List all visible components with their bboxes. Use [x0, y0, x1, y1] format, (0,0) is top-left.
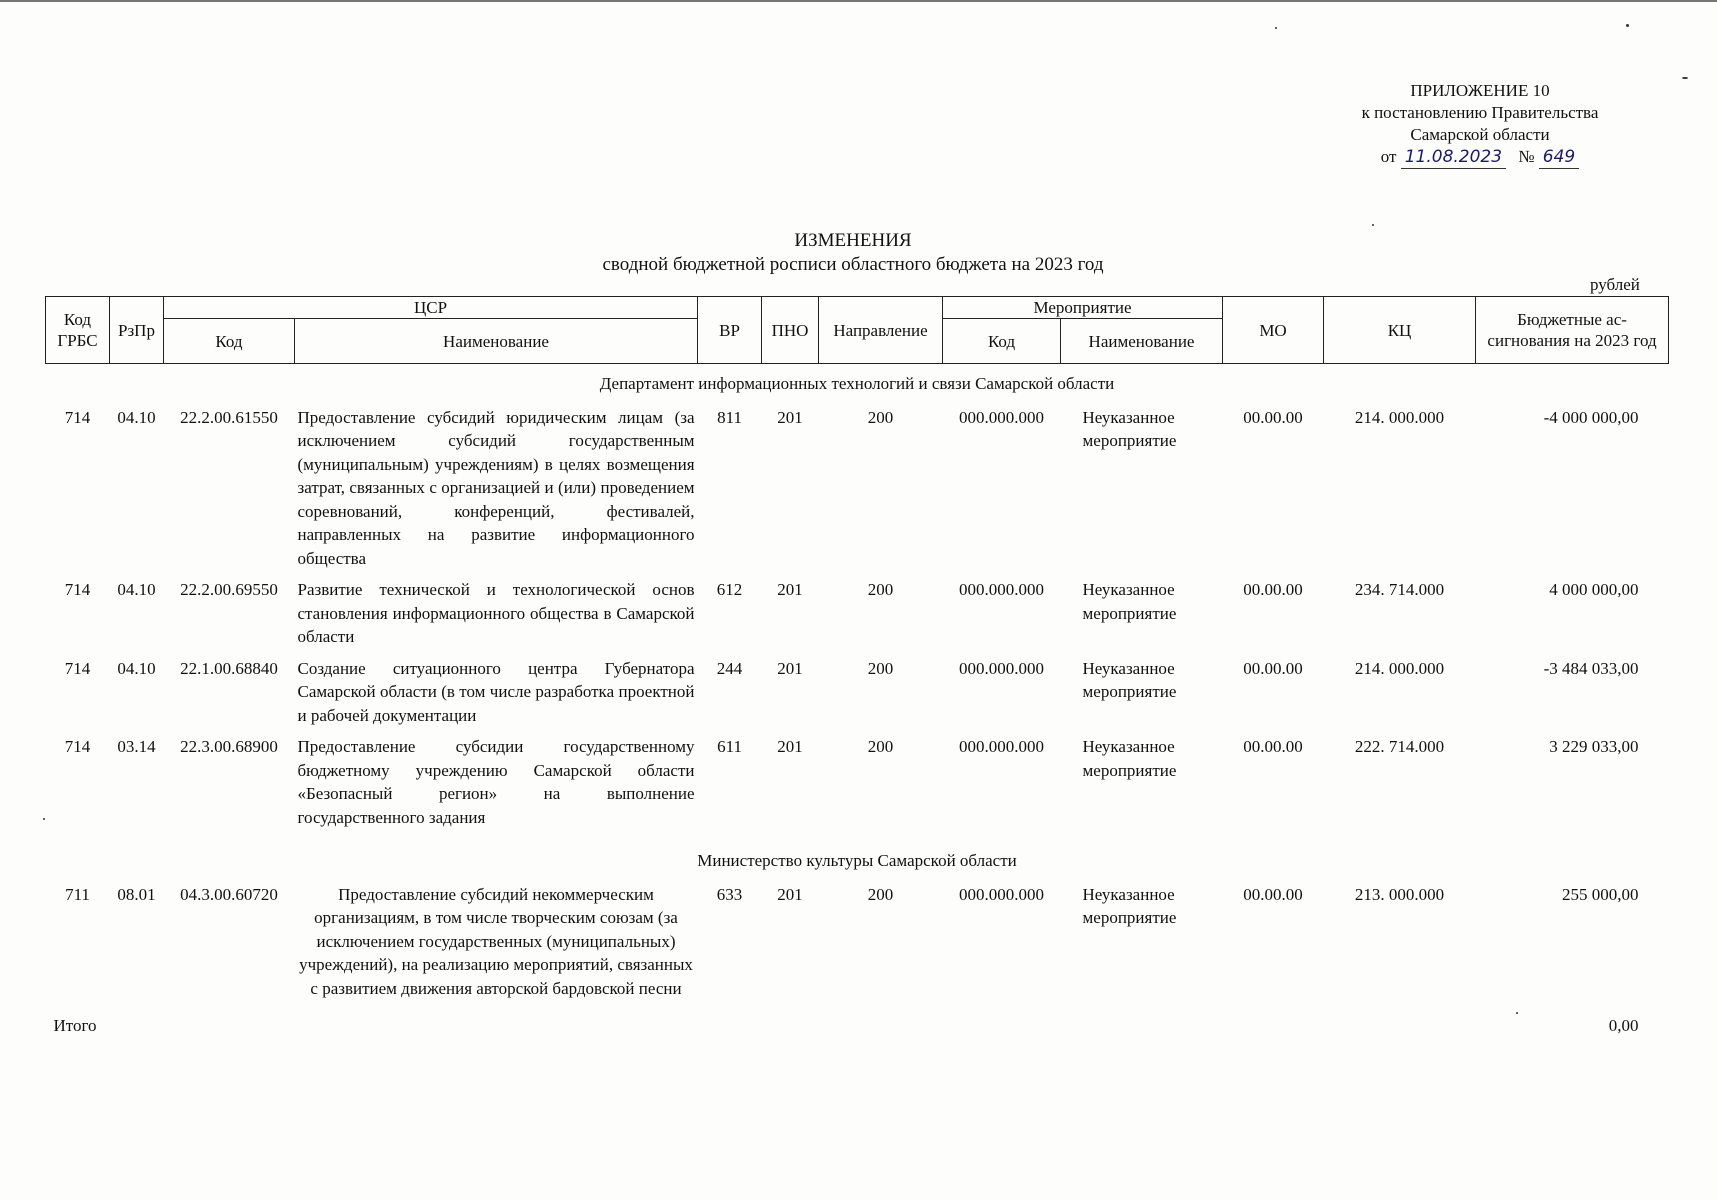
cell-amount: -3 484 033,00	[1543, 658, 1639, 678]
cell-mo: 00.00.00	[1243, 884, 1303, 904]
header-grbs: Код ГРБС	[46, 297, 110, 364]
cell-event-code: 000.000.000	[959, 737, 1045, 756]
cell-pno: 201	[777, 884, 803, 904]
date-prefix: от	[1380, 147, 1397, 166]
cell-direction: 200	[867, 884, 894, 904]
section-row	[46, 364, 1669, 404]
total-label: Итого	[53, 1016, 97, 1035]
scan-speck	[43, 818, 45, 820]
budget-table	[45, 296, 1669, 1038]
cell-code: 22.2.00.61550	[180, 407, 278, 427]
cell-vr: 633	[716, 884, 743, 904]
scan-speck	[1275, 27, 1277, 29]
cell-name: Предоставление субсидий юридическим лицам (за исключением субсидий государственным (муниципальным) учреждениям) в целях возмещения затрат, связанных с организацией и (или) проведением соревнований, конференций, фестивалей, направленных на развитие информационного общества	[297, 407, 695, 568]
header-event-name: Наименование	[1061, 319, 1223, 364]
cell-grbs: 711	[65, 884, 90, 904]
handwritten-number: 649	[1539, 146, 1579, 169]
header-direction: Направление	[819, 297, 943, 364]
cell-name: Развитие технической и технологической основ становления информационного общества в Самарской области	[297, 580, 695, 646]
header-kc: КЦ	[1324, 297, 1476, 364]
cell-amount: 4 000 000,00	[1549, 580, 1639, 599]
cell-grbs: 714	[64, 737, 91, 756]
table-row	[46, 576, 1669, 655]
annex-line-1: к постановлению Правительства	[1361, 103, 1599, 122]
number-prefix: №	[1518, 147, 1535, 166]
cell-grbs: 714	[64, 658, 91, 678]
header-csr-code: Код	[164, 319, 295, 364]
annex-date-line	[1300, 146, 1660, 169]
cell-grbs: 714	[64, 580, 91, 599]
cell-event-name: Неуказанное мероприятие	[1082, 737, 1177, 780]
header-csr: ЦСР	[164, 297, 698, 319]
cell-pno: 201	[777, 658, 803, 678]
unit-label: рублей	[1590, 275, 1640, 294]
cell-mo: 00.00.00	[1243, 407, 1303, 427]
table-row	[46, 655, 1669, 734]
cell-kc: 222. 714.000	[1354, 737, 1445, 756]
annex-line-2: Самарской области	[1410, 125, 1550, 144]
header-mo: МО	[1223, 297, 1324, 364]
section-title: Министерство культуры Самарской области	[697, 851, 1017, 870]
document-subtitle: сводной бюджетной росписи областного бюджета на 2023 год	[602, 254, 1104, 275]
annex-title: ПРИЛОЖЕНИЕ 10	[1410, 81, 1550, 100]
cell-kc: 214. 000.000	[1354, 407, 1445, 427]
cell-mo: 00.00.00	[1243, 737, 1303, 756]
cell-event-name: Неуказанное мероприятие	[1082, 884, 1177, 927]
cell-amount: -4 000 000,00	[1543, 407, 1639, 427]
handwritten-date: 11.08.2023	[1401, 146, 1506, 169]
cell-mo: 00.00.00	[1243, 580, 1303, 599]
header-amount: Бюджетные ас-сигнования на 2023 год	[1476, 297, 1669, 364]
table-header	[46, 297, 1669, 364]
cell-vr: 244	[716, 658, 743, 678]
cell-rzpr: 04.10	[117, 407, 156, 427]
cell-event-code: 000.000.000	[959, 658, 1045, 678]
cell-kc: 213. 000.000	[1354, 884, 1445, 904]
cell-pno: 201	[777, 737, 803, 756]
cell-rzpr: 04.10	[117, 658, 156, 678]
cell-direction: 200	[867, 737, 894, 756]
page-top-edge	[0, 0, 1717, 2]
table-row	[46, 404, 1669, 577]
cell-direction: 200	[867, 580, 894, 599]
table-row	[46, 733, 1669, 835]
header-pno: ПНО	[762, 297, 819, 364]
cell-code: 04.3.00.60720	[180, 884, 278, 904]
section-title: Департамент информационных технологий и связи Самарской области	[599, 374, 1115, 393]
cell-name: Предоставление субсидий некоммерческим организациям, в том числе творческим союзам (за исключением государственных (муниципальных) учреждений), на реализацию мероприятий, связанных с развитием движения авторской бардовской песни	[299, 884, 693, 998]
header-event: Мероприятие	[943, 297, 1223, 319]
cell-event-name: Неуказанное мероприятие	[1082, 658, 1177, 701]
cell-event-code: 000.000.000	[959, 580, 1045, 599]
total-amount: 0,00	[1608, 1016, 1639, 1035]
cell-rzpr: 08.01	[117, 884, 156, 904]
table-body	[46, 364, 1669, 1038]
header-rzpr: РзПр	[110, 297, 164, 364]
cell-vr: 611	[717, 737, 742, 756]
cell-event-name: Неуказанное мероприятие	[1082, 407, 1177, 450]
scan-speck	[1626, 24, 1629, 27]
scan-speck	[1372, 224, 1374, 226]
cell-name: Создание ситуационного центра Губернатора Самарской области (в том числе разработка проектной и рабочей документации	[297, 658, 695, 725]
cell-event-code: 000.000.000	[959, 884, 1045, 904]
total-row	[46, 1006, 1669, 1038]
header-csr-name: Наименование	[295, 319, 698, 364]
cell-code: 22.1.00.68840	[180, 658, 278, 678]
cell-code: 22.2.00.69550	[180, 580, 278, 599]
cell-amount: 3 229 033,00	[1549, 737, 1639, 756]
table-row	[46, 881, 1669, 1007]
scan-speck	[1516, 1012, 1518, 1014]
annex-block	[1300, 80, 1660, 169]
cell-pno: 201	[777, 580, 803, 599]
cell-vr: 612	[716, 580, 743, 599]
cell-direction: 200	[867, 658, 894, 678]
cell-kc: 234. 714.000	[1354, 580, 1445, 599]
cell-rzpr: 04.10	[117, 580, 156, 599]
cell-direction: 200	[867, 407, 894, 427]
cell-event-name: Неуказанное мероприятие	[1082, 580, 1177, 623]
header-event-code: Код	[943, 319, 1061, 364]
cell-rzpr: 03.14	[117, 737, 156, 756]
cell-event-code: 000.000.000	[959, 407, 1045, 427]
cell-mo: 00.00.00	[1243, 658, 1303, 678]
scan-speck	[1682, 77, 1688, 79]
header-vr: ВР	[698, 297, 762, 364]
cell-name: Предоставление субсидии государственному бюджетному учреждению Самарской области «Безопасный регион» на выполнение государственного задания	[297, 737, 695, 827]
cell-pno: 201	[777, 407, 803, 427]
section-row	[46, 835, 1669, 881]
cell-vr: 811	[717, 407, 742, 427]
cell-code: 22.3.00.68900	[180, 737, 278, 756]
cell-amount: 255 000,00	[1562, 884, 1639, 904]
cell-kc: 214. 000.000	[1354, 658, 1445, 678]
document-title: ИЗМЕНЕНИЯ	[794, 230, 912, 251]
cell-grbs: 714	[64, 407, 91, 427]
